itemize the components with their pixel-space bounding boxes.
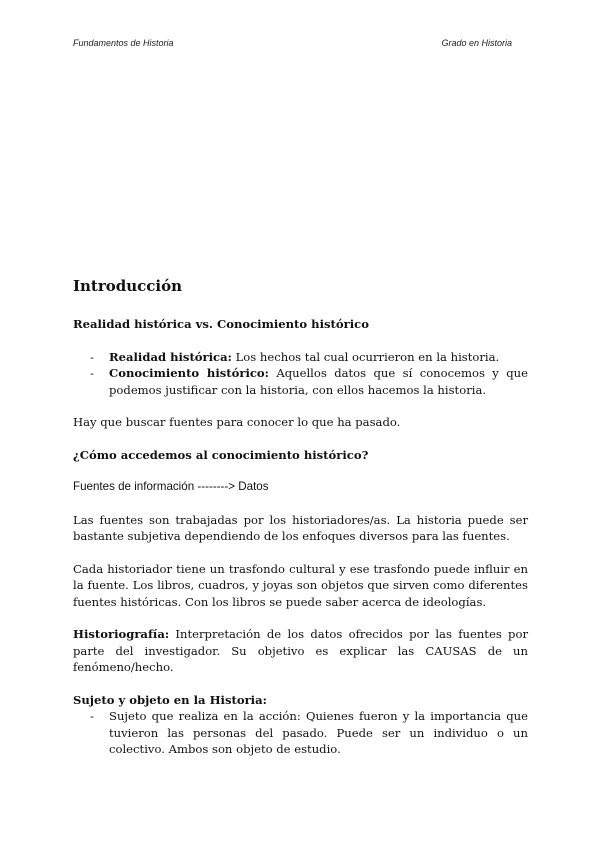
section-heading-sujeto: Sujeto y objeto en la Historia: [73,692,267,707]
header-degree-title: Grado en Historia [441,38,512,48]
list-item [73,349,528,366]
sujeto-text: Sujeto que realiza en la acción: Quienes fueron y la importancia que tuvieron las personas del pasado. Puede ser un individuo o un colectivo. Ambos son objeto de estudio. [109,709,528,756]
definition-realidad: Los hechos tal cual ocurrieron en la historia. [231,349,500,364]
sujeto-list [73,708,528,758]
paragraph-historiadores: Las fuentes son trabajadas por los historiadores/as. La historia puede ser bastante subjetiva dependiendo de los enfoques diversos para las fuentes. [73,512,528,543]
flow-line: Fuentes de información --------> Datos [73,480,269,493]
list-item [73,708,528,758]
definition-historiografia: Interpretación de los datos ofrecidos por las fuentes por parte del investigador. Su objetivo es explicar las CAUSAS de un fenómeno/hecho. [73,627,528,674]
section-heading-acceso: ¿Cómo accedemos al conocimiento histórico? [73,447,369,462]
paragraph-fuentes: Hay que buscar fuentes para conocer lo que ha pasado. [73,415,401,429]
bullet-dash: - [90,709,94,723]
section-heading-realidad: Realidad histórica vs. Conocimiento histórico [73,317,369,331]
page-title: Introducción [73,277,183,295]
paragraph-historiografia [73,626,528,676]
definition-conocimiento: Aquellos datos que sí conocemos y que podemos justificar con la historia, con ellos hacemos la historia. [109,366,528,397]
paragraph-trasfondo: Cada historiador tiene un trasfondo cultural y ese trasfondo puede influir en la fuente. Los libros, cuadros, y joyas son objetos que sirven como diferentes fuentes históricas. Con los libros se puede saber acerca de ideologías. [73,561,528,609]
header-course-title: Fundamentos de Historia [73,38,174,48]
document-body [73,276,528,774]
term-conocimiento: Conocimiento histórico: [109,366,269,380]
bullet-dash: - [90,349,94,364]
page-header [73,38,512,48]
term-realidad: Realidad histórica: [109,349,232,364]
term-historiografia: Historiografía: [73,627,170,641]
list-item [73,365,528,398]
bullet-dash: - [90,366,94,380]
definition-list [73,349,528,399]
